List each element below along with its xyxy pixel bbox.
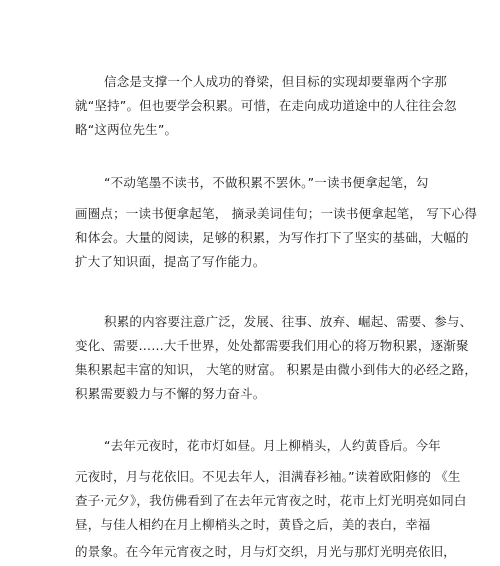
paragraph-5-line-1: “去年元夜时，花市灯如昼。月上柳梢头，人约黄昏后。今年 (104, 438, 441, 453)
paragraph-1-line-2: 就“坚持”。但也要学会积累。可惜，在走向成功道途中的人往往会忽 (75, 98, 457, 113)
paragraph-3-line-2: 和体会。大量的阅读，足够的积累，为写作打下了坚实的基础，大幅的 (75, 230, 469, 245)
paragraph-4-line-4: 积累需要毅力与不懈的努力奋斗。 (75, 386, 266, 401)
paragraph-6-line-2: 查子·元夕》，我仿佛看到了在去年元宵夜之时，花市上灯光明亮如同白 (75, 493, 467, 508)
paragraph-6-line-3: 昼，与佳人相约在月上柳梢头之时，黄昏之后，美的表白，幸福 (75, 517, 431, 532)
paragraph-1-line-3: 略“这两位先生”。 (75, 122, 178, 137)
paragraph-2-line-1: “不动笔墨不读书，不做积累不罢休。”一读书便拿起笔，勾 (104, 175, 429, 190)
paragraph-4-line-3: 集积累起丰富的知识， 大笔的财富。 积累是由微小到伟大的必经之路， (75, 362, 478, 377)
paragraph-4-line-2: 变化、需要……大千世界，处处都需要我们用心的将万物积累，逐渐聚 (75, 338, 469, 353)
paragraph-3-line-1: 画圈点；一读书便拿起笔， 摘录美词佳句；一读书便拿起笔， 写下心得 (75, 206, 478, 221)
paragraph-4-line-1: 积累的内容要注意广泛，发展、往事、放弃、崛起、需要、参与、 (104, 314, 473, 329)
paragraph-6-line-1: 元夜时，月与花依旧。不见去年人，泪满春衫袖。”读着欧阳修的 《生 (75, 469, 461, 484)
paragraph-1-line-1: 信念是支撑一个人成功的脊梁，但目标的实现却要靠两个字那 (104, 74, 447, 89)
paragraph-3-line-3: 扩大了知识面，提高了写作能力。 (75, 254, 266, 269)
paragraph-7-line-1: 的景象。在今年元宵夜之时，月与灯交织，月光与那灯光明亮依旧， (75, 544, 457, 559)
